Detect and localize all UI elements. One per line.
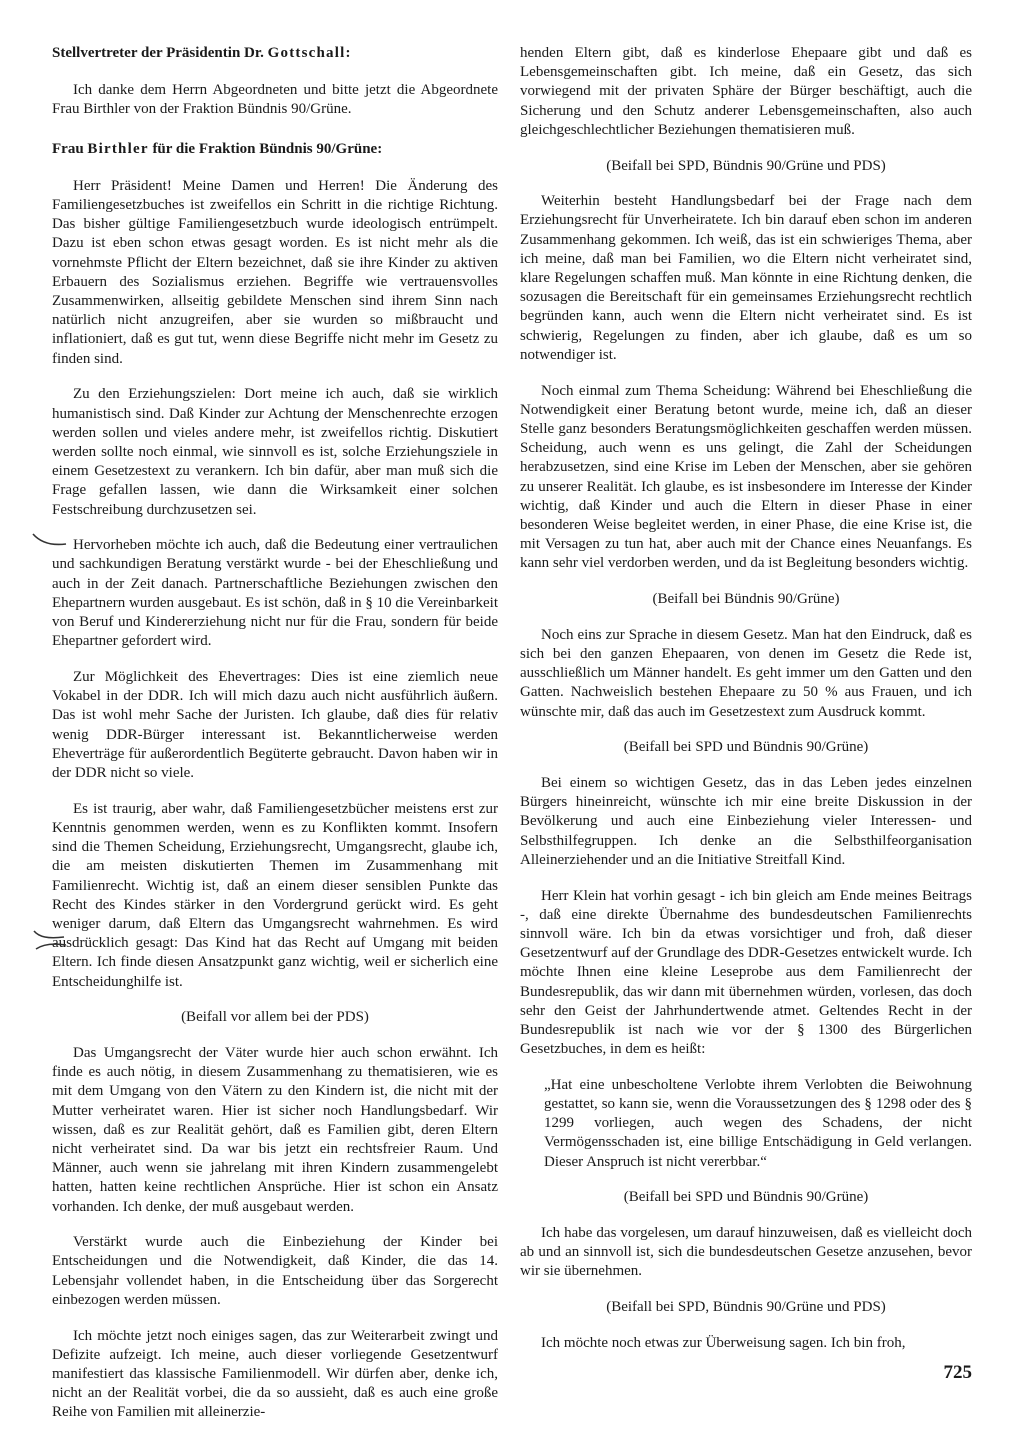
paragraph: Hervorheben möchte ich auch, daß die Bedeutung einer vertraulichen und sachkundigen Beratung verstärkt wurde - bei der Eheschließung und auch in der Zeit danach. Partnerschaftliche Beziehungen zwischen den Ehepartnern wurden ausgebaut. Es ist schön, daß in § 10 die Vereinbarkeit von Beruf und Kindererziehung nicht nur für die Frau, sondern für beide Ehepartner gefordert wird. [52,537,498,650]
page-number: 725 [943,1362,972,1383]
speaker-heading-gottschall [52,44,498,63]
paragraph: Noch einmal zum Thema Scheidung: Während bei Eheschließung die Notwendigkeit einer Beratung betont wurde, meine ich, daß an dieser Stelle ganz besonders Beratungsmöglichkeiten geschaffen werden müssen. Scheidung, auch wenn es uns gelingt, die Zahl der Scheidungen herabzusetzen, sind eine Krise im Leben der Menschen, aber sie gehören zu unserer Realität. Ich glaube, es ist insbesondere im Interesse der Kinder wichtig, daß Kinder und auch die Eltern in dieser Phase in einer besonderen Weise begleitet werden, in einer Phase, die eine Krise ist, die mit Versagen zu tun hat, aber auch mit der Chance eines Neuanfangs. Es kann sehr viel verdorben werden, und da ist Begleitung besonders wichtig. [520,382,972,572]
speaker-prefix: Frau [52,140,88,157]
paragraph-continued: henden Eltern gibt, daß es kinderlose Ehepaare gibt und daß es Lebensgemeinschaften gibt. Ich meine, daß ein Gesetz, das sich vorwiegend mit der privaten Sphäre der Bürger beschäftigt, auch die Sicherung und den Schutz anderer Lebensgemeinschaften, also auch gleichgeschlechtlicher Beziehungen thematisieren muß. [520,45,972,138]
paragraph: Es ist traurig, aber wahr, daß Familiengesetzbücher meistens erst zur Kenntnis genommen werden, wenn es zu Konflikten kommt. Insofern sind die Themen Scheidung, Erziehungsrecht, Umgangsrecht, glaube ich, die am meisten diskutierten Themen im Zusammenhang mit Familienrecht. Wichtig ist, daß an einem dieser sensiblen Punkte das Recht des Kindes stärker in den Vordergrund gerückt wird. Es geht weniger darum, daß Eltern das Umgangsrecht wahrnehmen. Es wird ausdrücklich gesagt: Das Kind hat das Recht auf Umgang mit beiden Eltern. Ich finde diesen Ansatzpunkt ganz wichtig, weil er sicherlich eine Entscheidunghilfe ist. [52,800,498,990]
speaker-heading-birthler [52,140,498,159]
paragraph: Zu den Erziehungszielen: Dort meine ich auch, daß sie wirklich humanistisch sind. Daß Kinder zur Achtung der Menschenrechte erzogen werden sollen und vieles andere mehr, ist zweifellos richtig. Diskutiert werden sollte noch einmal, wie sinnvoll es ist, solche Erziehungsziele in einem Gesetzestext zu verankern. Ich bin dafür, aber man muß sich die Frage gefallen lassen, wie dann die Wirksamkeit einer solchen Festschreibung durchzusetzen sei. [52,386,498,518]
applause-note: (Beifall bei SPD, Bündnis 90/Grüne und PDS) [606,157,886,174]
paragraph: Herr Klein hat vorhin gesagt - ich bin gleich am Ende meines Beitrags -, daß eine direkte Übernahme des bundesdeutschen Familienrechts sinnvoll wäre. Ich bin da etwas vorsichtiger und froh, daß dieser Gesetzentwurf auf der Grundlage des DDR-Gesetzes entwickelt wurde. Ich möchte Ihnen eine kleine Leseprobe aus dem Familienrecht der Bundesrepublik, das wir dann mit übernehmen würden, vorlesen, das doch sehr den Geist der Jahrhundertwende atmet. Geltendes Recht in der Bundesrepublik ist nach wie vor der § 1300 des Bürgerlichen Gesetzbuches, in dem es heißt: [520,887,972,1058]
applause-note: (Beifall bei Bündnis 90/Grüne) [652,591,840,608]
paragraph: Ich möchte jetzt noch einiges sagen, das zur Weiterarbeit zwingt und Defizite aufzeigt. Ich meine, auch dieser vorliegende Gesetzentwurf manifestiert das klassische Familienmodell. Wir dürfen aber, denke ich, nicht an der Realität vorbei, die da so aussieht, daß es auch eine große Reihe von Familien mit alleinerzie- [52,1327,498,1421]
pen-mark-lower [30,925,70,955]
left-column [52,44,498,1439]
paragraph: Das Umgangsrecht der Väter wurde hier auch schon erwähnt. Ich finde es auch nötig, in diesem Zusammenhang zu thematisieren, wie es mit dem Umgang von den Vätern zu den Kindern ist, die nicht mit der Mutter verheiratet waren. Hier ist sicher noch Handlungsbedarf. Wir wissen, daß es zur Realität gehört, daß es Familien gibt, deren Eltern nicht verheiratet sind. Da war bis jetzt ein rechtsfreier Raum. Und Männer, auch wenn sie jahrelang mit ihren Kindern zusammengelebt hatten, hatten keine rechtlichen Ansprüche. Hier ist schon ein Ansatz vorhanden. Ich denke, der muß ausgebaut werden. [52,1044,498,1215]
paragraph: Ich möchte noch etwas zur Überweisung sagen. Ich bin froh, [541,1334,906,1351]
paragraph: Ich habe das vorgelesen, um darauf hinzuweisen, daß es vielleicht doch ab und an sinnvoll ist, sich die bundesdeutschen Gesetze anzusehen, bevor wir sie übernehmen. [520,1225,972,1280]
applause-note: (Beifall bei SPD und Bündnis 90/Grüne) [623,739,869,756]
applause-note: (Beifall bei SPD, Bündnis 90/Grüne und PDS) [606,1299,886,1316]
speaker-name: Birthler [87,140,149,157]
right-column [520,44,972,1370]
quotation: „Hat eine unbescholtene Verlobte ihrem Verlobten die Beiwohnung gestattet, so kann sie, wenn die Voraussetzungen des § 1298 oder des § 1299 vorliegen, auch wegen des Schadens, der nicht Vermögensschaden ist, eine billige Entschädigung in Geld verlangen. Dieser Anspruch ist nicht vererbbar.“ [544,1076,972,1170]
paragraph: Noch eins zur Sprache in diesem Gesetz. Man hat den Eindruck, daß es sich bei den ganzen Ehepaaren, von denen im Gesetz die Rede ist, ausschließlich um Männer handelt. Es geht immer um den Gatten und den Gatten. Nachweislich bestehen Ehepaare zu 50 % aus Frauen, und ich wünschte mir, daß das auch im Gesetzestext zum Ausdruck kommt. [520,626,972,720]
applause-note: (Beifall bei SPD und Bündnis 90/Grüne) [623,1189,869,1206]
paragraph: Verstärkt wurde auch die Einbeziehung der Kinder bei Entscheidungen und die Notwendigkeit, daß Kinder, die das 14. Lebensjahr vollendet haben, in die Entscheidung über das Sorgerecht einbezogen werden müssen. [52,1234,498,1308]
paragraph: Weiterhin besteht Handlungsbedarf bei der Frage nach dem Erziehungsrecht für Unverheiratete. Ich bin darauf eben schon im anderen Zusammenhang gekommen. Ich weiß, das ist ein schwieriges Thema, aber ich meine, daß man bei Familien, wo die Eltern nicht verheiratet sind, klare Regelungen schaffen muß. Man könnte in eine Richtung denken, die sozusagen die Bereitschaft für ein gemeinsames Erziehungsrecht rechtlich begründen kann, auch wenn die Eltern nicht verheiratet sind. Es ist schwierig, Regelungen zu finden, aber ich glaube, daß es um so notwendiger ist. [520,193,972,363]
speaker-prefix: Stellvertreter der Präsidentin Dr. [52,45,268,61]
speaker-suffix: für die Fraktion Bündnis 90/Grüne: [148,140,383,157]
pen-mark-upper [30,528,70,552]
paragraph: Zur Möglichkeit des Ehevertrages: Dies ist eine ziemlich neue Vokabel in der DDR. Ich will mich dazu auch nicht ausführlich äußern. Das ist wohl mehr Sache der Juristen. Ich glaube, daß dies für relativ wenig DDR-Bürger interessant ist. Bekanntlicherweise werden Eheverträge für außerordentlich Begüterte gebraucht. Davon haben wir in der DDR nicht so viele. [52,668,498,781]
paragraph: Ich danke dem Herrn Abgeordneten und bitte jetzt die Abgeordnete Frau Birthler von der Fraktion Bündnis 90/Grüne. [52,82,498,118]
applause-note: (Beifall vor allem bei der PDS) [181,1009,369,1026]
speaker-suffix: : [345,45,351,61]
paragraph: Herr Präsident! Meine Damen und Herren! Die Änderung des Familiengesetzbuches ist zweifellos ein Schritt in die richtige Richtung. Das bisher gültige Familiengesetzbuch wurde ideologisch entrümpelt. Dazu ist eben schon etwas gesagt worden. Es ist nicht mehr als die vornehmste Pflicht der Eltern bezeichnet, daß sie ihre Kinder zu aktiven Erbauern des Sozialismus erziehen. Begriffe wie vertrauensvolles Zusammenwirken, allseitig gebildete Menschen sind ihrem Sinn nach natürlich nicht anzugreifen, aber sie wurden so mißbraucht und inflationiert, daß es gut tut, wenn diese Begriffe nicht mehr im Gesetz zu finden sind. [52,177,498,367]
speaker-name: Gottschall [267,45,346,61]
paragraph: Bei einem so wichtigen Gesetz, das in das Leben jedes einzelnen Bürgers hineinreicht, wünschte ich mir eine breite Diskussion in der Bevölkerung und auch eine Einbeziehung vieler Interessen- und Selbsthilfegruppen. Ich denke an die Selbsthilfeorganisation Alleinerziehender und an die Initiative Streitfall Kind. [520,775,972,868]
